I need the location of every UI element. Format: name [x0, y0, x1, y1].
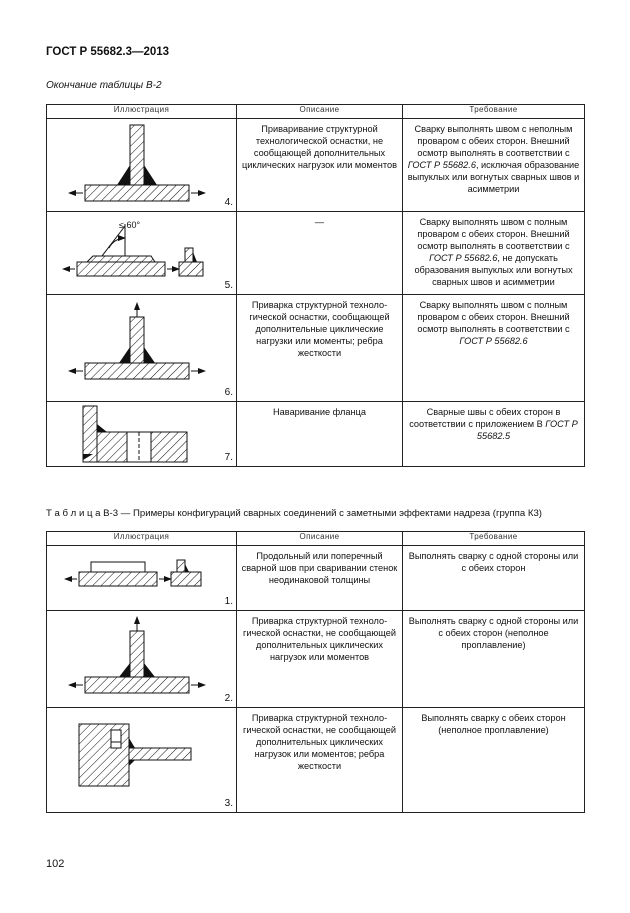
table-caption: Т а б л и ц а В-3 — Примеры конфигураций сварных соединений с заметными эффектами надреза (группа К3) — [46, 508, 542, 519]
description-cell: Приварка структурной технологической оснастки, не сообщающей дополнительных циклических нагрузок или моментов; ребра жесткости — [237, 708, 403, 813]
standard-reference: ГОСТ Р 55682.6 — [429, 253, 498, 263]
table-header-row — [47, 105, 585, 119]
requirement-cell — [403, 402, 585, 467]
description-cell: Приварка структурной технологической оснастки, не сообщающей дополнительных циклических нагрузок или моментов — [237, 611, 403, 708]
column-header: Требование — [403, 532, 585, 546]
table-row — [47, 402, 585, 467]
standard-reference: ГОСТ Р 55682.5 — [476, 419, 578, 441]
column-header: Иллюстрация — [47, 532, 237, 546]
table-row — [47, 295, 585, 402]
weld-diagram-stiffener — [47, 708, 236, 812]
row-number: 3. — [224, 798, 233, 809]
table-row — [47, 546, 585, 611]
table-row — [47, 708, 585, 813]
table-row — [47, 119, 585, 212]
illustration-cell — [47, 295, 237, 402]
description-cell: Наваривание фланца — [237, 402, 403, 467]
row-number: 4. — [224, 197, 233, 208]
illustration-cell — [47, 212, 237, 295]
angle-label: ≤ 60° — [119, 220, 141, 230]
row-number: 5. — [224, 280, 233, 291]
weld-diagram-flange — [47, 402, 236, 466]
row-number: 2. — [224, 693, 233, 704]
weld-diagram-t-joint-loaded — [47, 295, 236, 401]
column-header: Описание — [237, 532, 403, 546]
row-number: 6. — [224, 387, 233, 398]
requirement-cell: Выполнять сварку с одной стороны или с обеих сторон — [403, 546, 585, 611]
requirement-cell — [403, 119, 585, 212]
illustration-cell — [47, 611, 237, 708]
page-number: 102 — [46, 858, 65, 870]
standard-reference: ГОСТ Р 55682.6 — [459, 336, 528, 346]
weld-diagram-t-joint — [47, 119, 236, 211]
table-b2 — [46, 104, 585, 467]
illustration-cell — [47, 119, 237, 212]
requirement-cell: Выполнять сварку с обеих сторон (неполное проплавление) — [403, 708, 585, 813]
column-header: Описание — [237, 105, 403, 119]
table-header-row — [47, 532, 585, 546]
illustration-cell — [47, 708, 237, 813]
requirement-text: Сварку выполнять швом с полным проваром с обеих сторон. Внешний осмотр выполнять в соответствии с — [417, 300, 570, 334]
requirement-cell: Выполнять сварку с одной стороны или с обеих сторон (неполное проплавление) — [403, 611, 585, 708]
illustration-cell — [47, 402, 237, 467]
requirement-cell — [403, 295, 585, 402]
requirement-text: Сварку выполнять швом с неполным проваром с обеих сторон. Внешний осмотр выполнять в соответствии с — [414, 124, 573, 158]
description-cell: Приваривание структурной технологической оснастки, не сообщающей дополнительных циклических нагрузок или моментов — [237, 119, 403, 212]
requirement-text: , не допускать образования выпуклых или вогнутых сварных швов и асимметрии — [414, 253, 573, 287]
description-cell: Приварка структурной технологической оснастки, сообщающей дополнительные циклические нагрузки или моменты; ребра жесткости — [237, 295, 403, 402]
description-cell: — — [237, 212, 403, 295]
standard-reference: ГОСТ Р 55682.6 — [407, 160, 476, 170]
description-cell: Продольный или поперечный сварной шов при сваривании стенок неодинаковой толщины — [237, 546, 403, 611]
illustration-cell — [47, 546, 237, 611]
weld-diagram-t-joint-partial — [47, 611, 236, 707]
table-row — [47, 212, 585, 295]
weld-diagram-unequal-thickness — [47, 546, 236, 610]
table-continuation-label: Окончание таблицы В-2 — [46, 80, 162, 91]
document-header: ГОСТ Р 55682.3—2013 — [46, 46, 170, 58]
column-header: Требование — [403, 105, 585, 119]
requirement-text: , исключая образование выпуклых или вогнутых сварных швов и асимметрии — [407, 160, 580, 194]
row-number: 1. — [224, 596, 233, 607]
requirement-text: Сварку выполнять швом с полным проваром с обеих сторон. Внешний осмотр выполнять в соответствии с — [417, 217, 570, 251]
requirement-cell — [403, 212, 585, 295]
table-row — [47, 611, 585, 708]
requirement-text: Сварные швы с обеих сторон в соответствии с приложением В — [409, 407, 561, 429]
table-b3 — [46, 531, 585, 813]
column-header: Иллюстрация — [47, 105, 237, 119]
weld-diagram-butt-joint — [47, 212, 236, 294]
row-number: 7. — [224, 452, 233, 463]
